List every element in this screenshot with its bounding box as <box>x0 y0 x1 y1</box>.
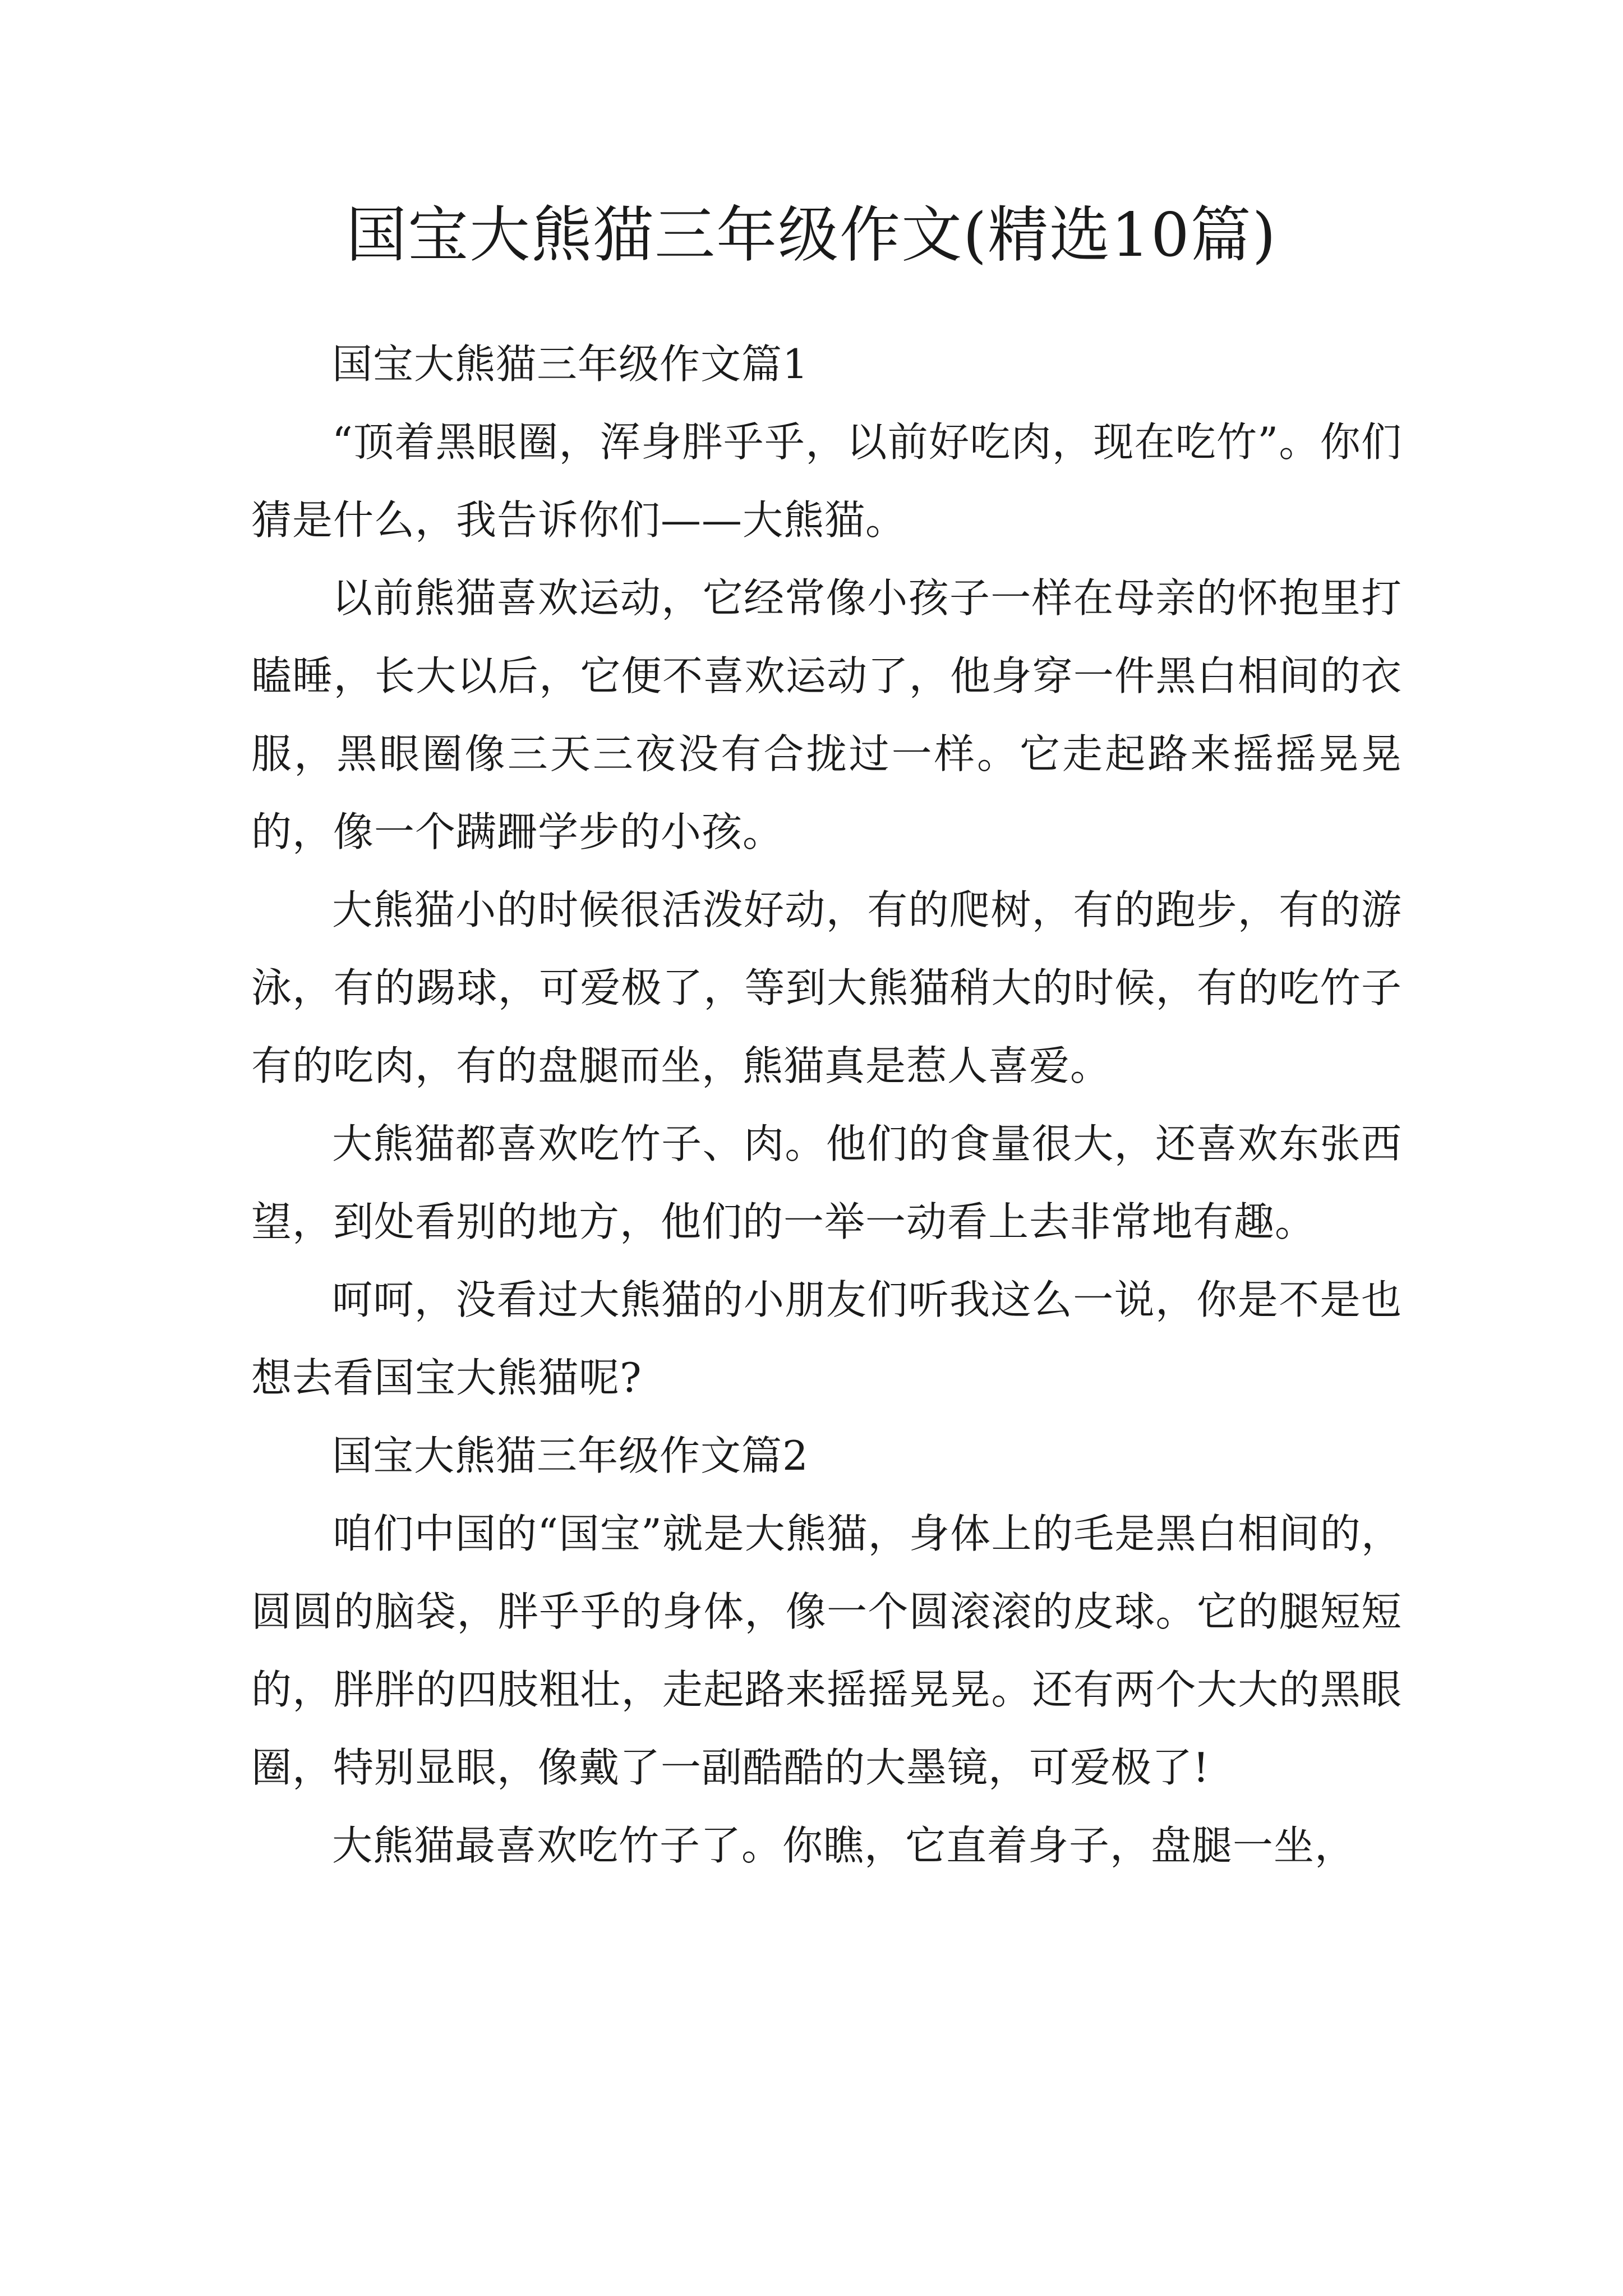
section-heading-1: 国宝大熊猫三年级作文篇1 <box>332 341 809 388</box>
paragraph: 大熊猫小的时候很活泼好动，有的爬树，有的跑步，有的游泳，有的踢球，可爱极了，等到大熊猫稍大的时候，有的吃竹子有的吃肉，有的盘腿而坐，熊猫真是惹人喜爱。 <box>251 886 1402 1089</box>
paragraph: 大熊猫最喜欢吃竹子了。你瞧，它直着身子，盘腿一坐， <box>332 1822 1356 1869</box>
section-heading-2: 国宝大熊猫三年级作文篇2 <box>332 1432 809 1479</box>
paragraph: 大熊猫都喜欢吃竹子、肉。他们的食量很大，还喜欢东张西望，到处看别的地方，他们的一举一动看上去非常地有趣。 <box>251 1120 1402 1245</box>
paragraph: “顶着黑眼圈，浑身胖乎乎，以前好吃肉，现在吃竹”。你们猜是什么，我告诉你们——大熊猫。 <box>251 418 1402 544</box>
document-title: 国宝大熊猫三年级作文(精选10篇) <box>346 200 1277 270</box>
paragraph: 呵呵，没看过大熊猫的小朋友们听我这么一说，你是不是也想去看国宝大熊猫呢? <box>251 1276 1402 1401</box>
document-body <box>251 325 1402 1885</box>
paragraph: 咱们中国的“国宝”就是大熊猫，身体上的毛是黑白相间的，圆圆的脑袋，胖乎乎的身体，像一个圆滚滚的皮球。它的腿短短的，胖胖的四肢粗壮，走起路来摇摇晃晃。还有两个大大的黑眼圈，特别显眼，像戴了一副酷酷的大墨镜，可爱极了! <box>251 1510 1402 1791</box>
paragraph: 以前熊猫喜欢运动，它经常像小孩子一样在母亲的怀抱里打瞌睡，长大以后，它便不喜欢运动了，他身穿一件黑白相间的衣服，黑眼圈像三天三夜没有合拢过一样。它走起路来摇摇晃晃的，像一个蹒跚学步的小孩。 <box>251 574 1402 855</box>
